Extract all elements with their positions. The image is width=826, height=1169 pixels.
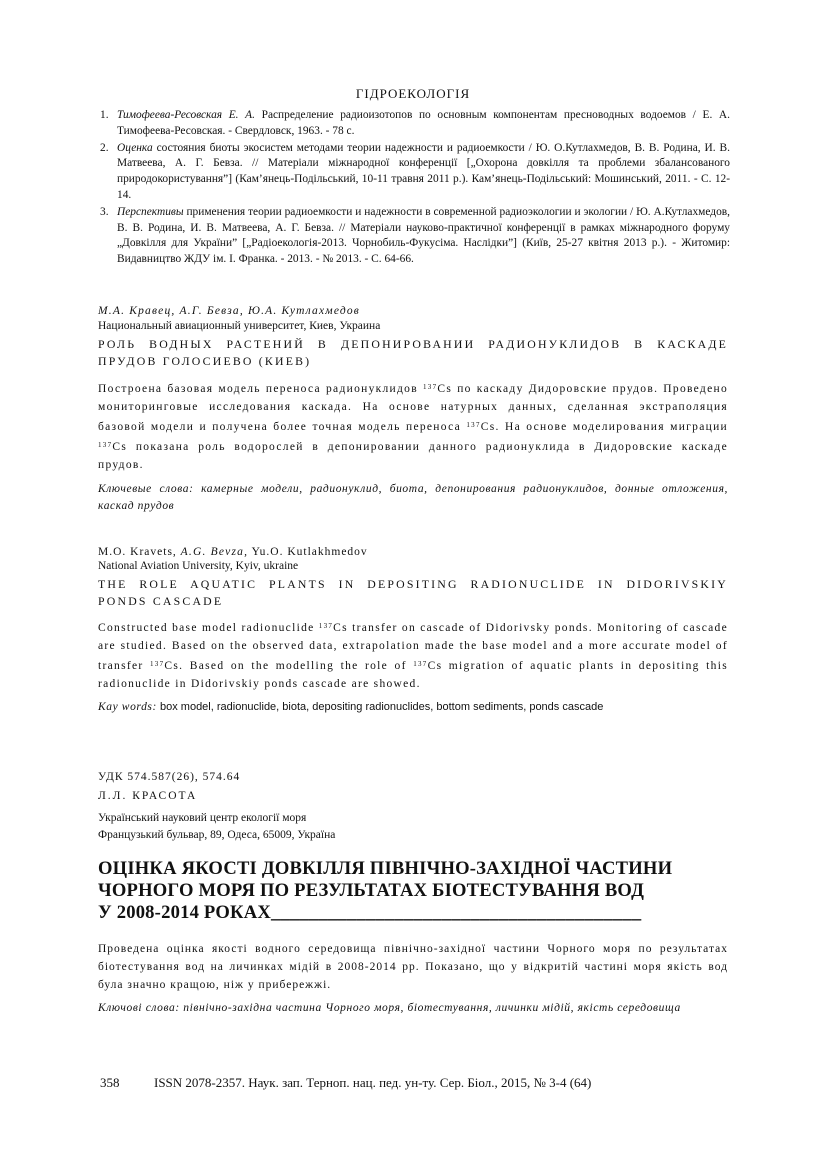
reference-item: 2. Оценка состояния биоты экосистем методами теории надежности и радиоемкости / Ю. О.Кутлахмедов, В. В. Родина, И. В. Матвеева, А. Г. Бевза. // Матеріали міжнародної конференції [„Охорона довкілля та проблеми збалансованого природокористування”] (Кам’янець-Подільський, 10-11 травня 2011 р.). Кам’янець-Подільський: Мошинський, 2011. - С. 12-14.: [100, 141, 730, 201]
ua-abstract: Проведена оцінка якості водного середовища північно-західної частини Чорного моря по результатах біотестування вод на личинках мідій в 2008-2014 рр. Показано, що у відкритій частині моря якість вод була значно кращою, ніж у прибережжі.: [98, 943, 728, 991]
ru-article: [98, 305, 728, 515]
ua-affiliation: Український науковий центр екології моря Французький бульвар, 89, Одеса, 65009, Україна: [98, 812, 336, 841]
reference-list: [100, 108, 730, 269]
ru-keywords: Ключевые слова: камерные модели, радионуклид, биота, депонирования радионуклидов, донные отложения, каскад прудов: [98, 483, 728, 512]
reference-item: 3. Перспективы применения теории радиоемкости и надежности в современной радиоэкологии и экологии / Ю. А.Кутлахмедов, В. В. Родина, И. В. Матвеева, А. Г. Бевза. // Матеріали науково-практичної конференції в рамках міжнародного форуму „Довкілля для України” [„Радіоекологія-2013. Чорнобиль-Фукусіма. Наслідки”] (Київ, 25-27 квітня 2013 р.). - Житомир: Видавництво ЖДУ ім. І. Франка. - 2013. - № 2013. - С. 64-66.: [100, 205, 730, 266]
en-authors: M.O. Kravets, A.G. Bevza, Yu.O. Kutlakhmedov: [98, 546, 368, 558]
en-keywords: Kay words: box model, radionuclide, biota, depositing radionuclides, bottom sediments, ponds cascade: [98, 701, 604, 713]
page-number: 358: [100, 1075, 120, 1090]
en-article: [98, 546, 728, 716]
running-header: ГІДРОЕКОЛОГІЯ: [355, 86, 471, 101]
en-affiliation: National Aviation University, Kyiv, ukraine: [98, 560, 299, 572]
en-abstract: Constructed base model radionuclide $^{137}$Cs transfer on cascade of Didorivsky ponds. Monitoring of cascade are studied. Based on the observed data, extrapolation made the base model and a more accurate model of transfer $^{137}$Cs. Based on the modelling the role of $^{137}$Cs migration of aquatic plants in depositing this radionuclide in Didorivskiy ponds cascade are showed.: [98, 622, 728, 690]
ua-keywords: Ключові слова: північно-західна частина Чорного моря, біотестування, личинки мідій, якість середовища: [98, 1002, 681, 1014]
udc-code: УДК 574.587(26), 574.64: [98, 771, 241, 783]
journal-citation: ISSN 2078-2357. Наук. зап. Терноп. нац. пед. ун-ту. Сер. Біол., 2015, № 3-4 (64): [154, 1075, 592, 1090]
page-footer: [100, 1075, 591, 1091]
ru-authors: М.А. Кравец, А.Г. Бевза, Ю.А. Кутлахмедов: [98, 305, 361, 317]
ua-title: ОЦІНКА ЯКОСТІ ДОВКІЛЛЯ ПІВНІЧНО-ЗАХІДНОЇ ЧАСТИНИ ЧОРНОГО МОРЯ ПО РЕЗУЛЬТАТАХ БІОТЕСТУВАННЯ ВОД У 2008-2014 РОКАХ_______________________________________: [98, 858, 673, 923]
ru-title: РОЛЬ ВОДНЫХ РАСТЕНИЙ В ДЕПОНИРОВАНИИ РАДИОНУКЛИДОВ В КАСКАДЕ ПРУДОВ ГОЛОСИЕВО (КИЕВ): [98, 337, 728, 368]
ua-article: [98, 771, 728, 1017]
en-title: THE ROLE AQUATIC PLANTS IN DEPOSITING RADIONUCLIDE IN DIDORIVSKIY PONDS CASCADE: [98, 577, 728, 608]
ru-affiliation: Национальный авиационный университет, Киев, Украина: [98, 320, 381, 332]
reference-item: 1. Тимофеева-Ресовская Е. А. Распределение радиоизотопов по основным компонентам пресноводных водоемов / Е. А. Тимофеева-Ресовская. - Свердловск, 1963. - 78 с.: [100, 109, 730, 137]
ru-abstract: Построена базовая модель переноса радионуклидов $^{137}$Cs по каскаду Дидоровские прудов. Проведено мониторинговые исследования каскада. На основе натурных данных, сделанная экстраполяция базовой модели и получена более точная модель переноса $^{137}$Cs. На основе моделирования миграции $^{137}$Cs показана роль водорослей в депонировании данного радионуклида в Дидоровские каскаде прудов.: [98, 383, 728, 471]
ua-author: Л.Л. КРАСОТА: [98, 790, 198, 802]
